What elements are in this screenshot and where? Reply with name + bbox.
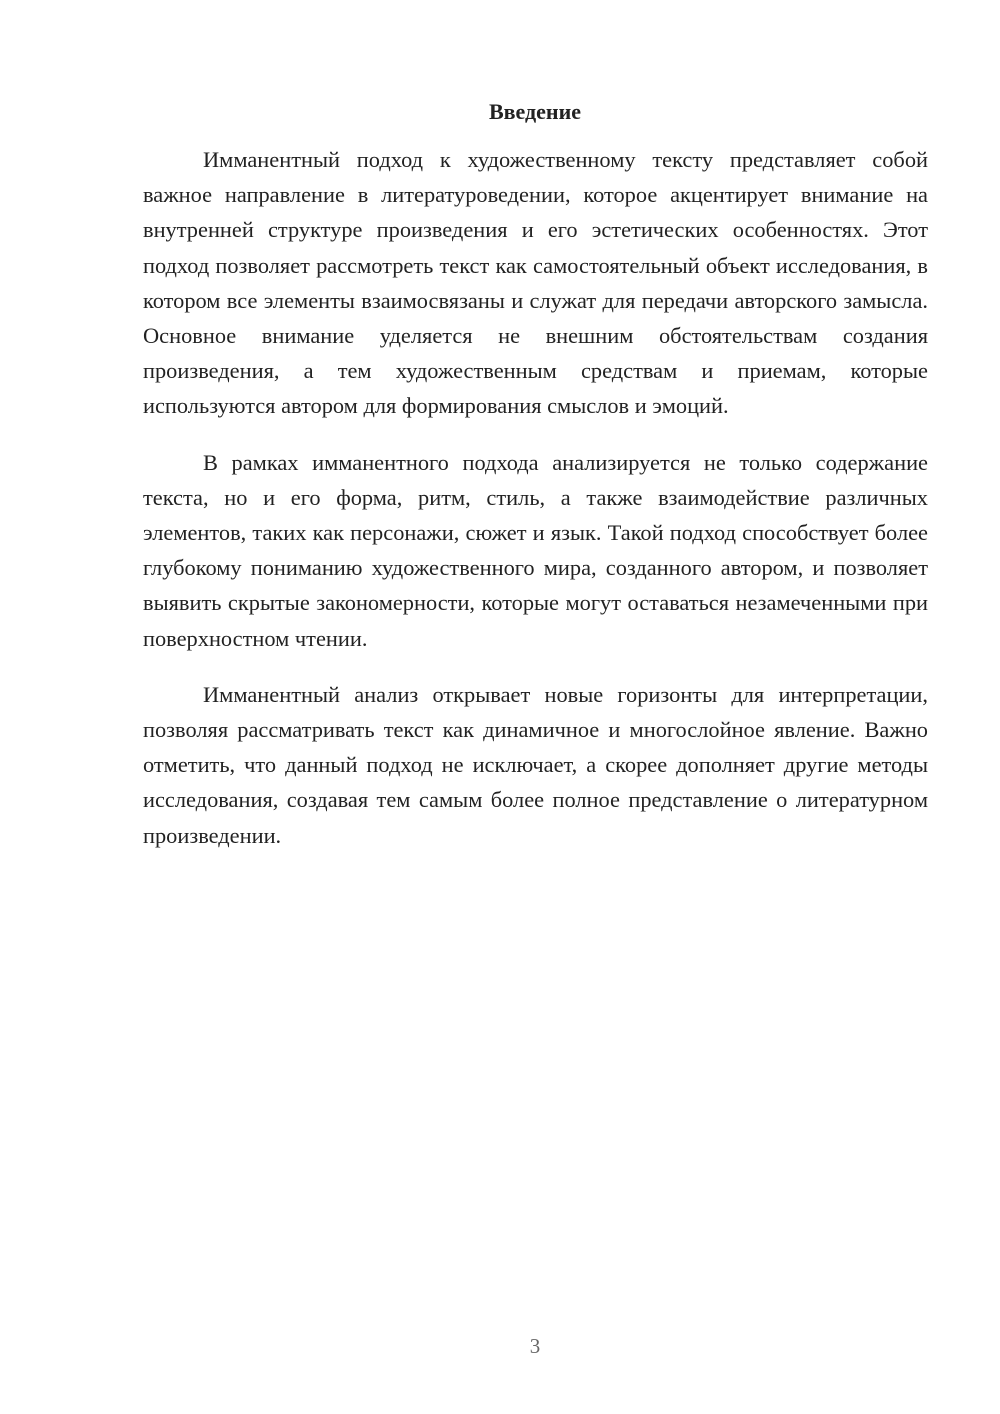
paragraph-2: В рамках имманентного подхода анализируется не только содержание текста, но и его форма, ритм, стиль, а также взаимодействие различных элементов, таких как персонажи, сюжет и язык. Такой подход способствует более глубокому пониманию художественного мира, созданного автором, и позволяет выявить скрытые закономерности, которые могут оставаться незамеченными при поверхностном чтении.: [143, 449, 928, 651]
section-title: Введение: [488, 99, 582, 124]
paragraph-1: Имманентный подход к художественному тексту представляет собой важное направление в литературоведении, которое акцентирует внимание на внутренней структуре произведения и его эстетических особенностях. Этот подход позволяет рассмотреть текст как самостоятельный объект исследования, в котором все элементы взаимосвязаны и служат для передачи авторского замысла. Основное внимание уделяется не внешним обстоятельствам создания произведения, а тем художественным средствам и приемам, которые используются автором для формирования смыслов и эмоций.: [143, 147, 928, 419]
body-text: [143, 142, 928, 874]
paragraph-3: Имманентный анализ открывает новые горизонты для интерпретации, позволяя рассматривать текст как динамичное и многослойное явление. Важно отметить, что данный подход не исключает, а скорее дополняет другие методы исследования, создавая тем самым более полное представление о литературном произведении.: [143, 681, 928, 848]
page-number: 3: [529, 1334, 541, 1358]
